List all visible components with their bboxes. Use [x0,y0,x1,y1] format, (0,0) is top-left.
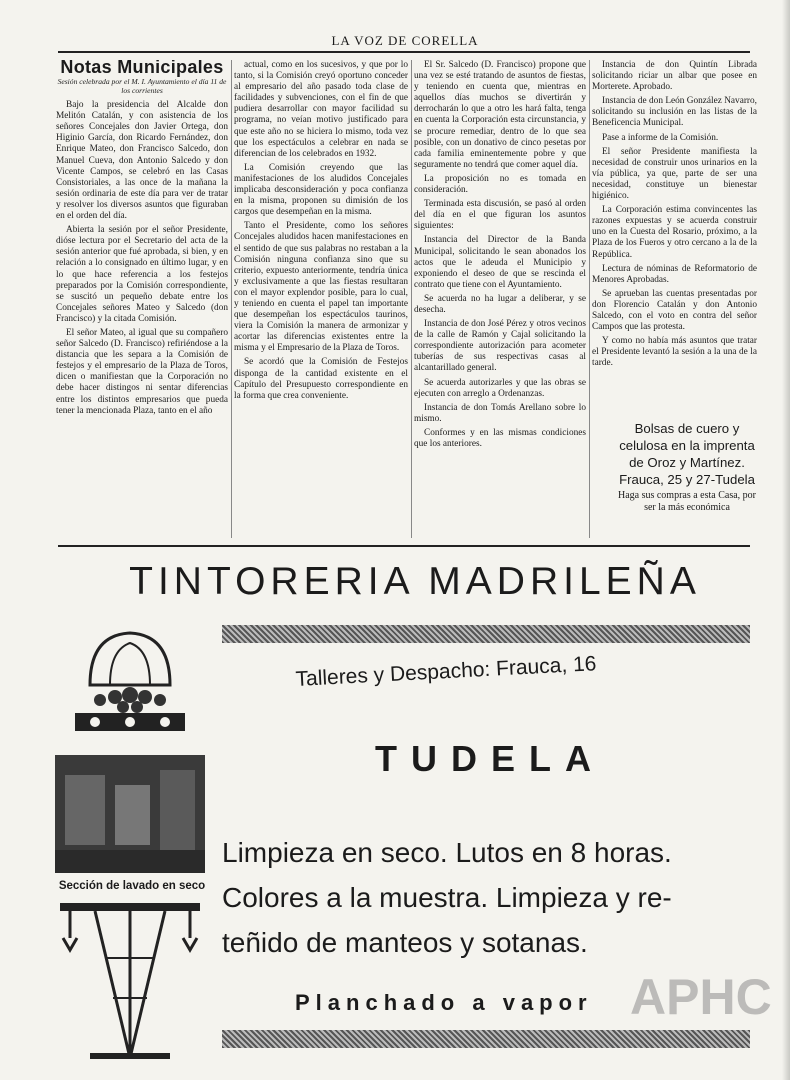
article-paragraph: Y como no había más asuntos que tratar el Presidente levantó la sesión a la una de la tarde. [592,336,757,369]
service-line: teñido de manteos y sotanas. [222,927,588,958]
article-paragraph: Tanto el Presidente, como los señores Concejales aludidos hacen manifestaciones en el sentido de que sus palabras no restaban a la Comisión ninguna confianza sino que su criterio, expuesto anteriormente, tendría única y exclusivamente a que las fiestas resultaran con el mayor explendor posible, para lo cual, y teniendo en cuenta el papel tan importante que desempeñan los espectáculos taurinos, viera la Comisión la manera de armonizar y acortar las diferencias existentes entre la misma y el Empresario de la Plaza de Toros. [234,221,408,354]
service-line: Limpieza en seco. Lutos en 8 horas. [222,837,672,868]
article-paragraph: Se aprueban las cuentas presentadas por don Florencio Catalán y don Antonio Salcedo, con el voto en contra del señor Campos que las protesta. [592,288,757,333]
tintoreria-services [222,830,752,965]
article-paragraph: Instancia de don José Pérez y otros vecinos de la calle de Ramón y Cajal solicitando la correspondiente autorización para acometer tuberías de sus respectivas casas al alcantarillado general. [414,319,586,374]
article-paragraph: Bajo la presidencia del Alcalde don Melitón Catalán, y con asistencia de los señores Concejales don Javier Ortega, don Higinio García, don Ricardo Fernández, don Enrique Mateo, don Francisco Salcedo, don Manuel Cueva, don Antonio Salcedo y don Vicente Campos, se celebró en las Casas Consistoriales, a las once de la mañana la sesión ordinaria de este día para ver de tratar y resolver los diversos asuntos que figuraban en el orden del día. [56,100,228,222]
scan-edge-shadow [782,0,790,1080]
article-paragraph: Conformes y en las mismas condiciones que los anteriores. [414,427,586,449]
article-paragraph: Se acuerda autorizarles y que las obras se ejecuten con arreglo a Ordenanzas. [414,377,586,399]
article-paragraph: El señor Presidente manifiesta la necesidad de construir unos urinarios en la vía pública, ya que, parte de ser una necesidad, constituye un bienestar higiénico. [592,146,757,202]
bolsas-ad-note: Haga sus compras a esta Casa, por ser la más económica [617,490,756,513]
fruit-ornament-icon [55,625,205,735]
article-paragraph: Pase a informe de la Comisión. [602,132,719,143]
decorative-bar-bottom [222,1030,750,1048]
page-header-masthead: LA VOZ DE CORELLA [331,33,479,48]
article-paragraph: La Comisión creyendo que las manifestaciones de los aludidos Concejales implicaba desconsideración y poca confianza en la misma, proponen su dimisión de los cargos que desempeñan en la misma. [234,162,408,218]
bolsas-ad-text: Bolsas de cuero y celulosa en la imprenta de Oroz y Martínez. Frauca, 25 y 27-Tudela [619,421,755,487]
laundry-section-caption: Sección de lavado en seco [58,880,206,892]
article-paragraph: Instancia del Director de la Banda Municipal, solicitando le sean abonados los actos que le adeuda el Municipio y exponiendo el deseo de que se rescinda el contrato que tiene con el Ayuntamiento. [414,235,586,290]
article-title: Notas Municipales [60,60,224,77]
article-paragraph: Instancia de don León González Navarro, solicitando su inclusión en las listas de la Beneficencia Municipal. [592,96,757,129]
article-column-1 [56,60,228,538]
article-paragraph: Instancia de don Tomás Arellano sobre lo mismo. [414,402,586,424]
article-column-4 [592,60,757,412]
column-divider [411,60,412,538]
archive-watermark: APHC [630,969,772,1025]
article-paragraph: La proposición no es tomada en consideración. [414,173,586,196]
planchado-line: Planchado a vapor [295,990,593,1015]
article-paragraph: actual, como en los sucesivos, y que por lo tanto, si la Comisión creyó oportuno conceder al empresario del año pasado toda clase de facilidades y subvenciones, con el fin de que pudiera desarrollar con mayor facilidad su programa, no veían motivo justificado para que este año no se hiciera lo mismo, toda vez que los espectáculos a celebrar en nada se diferencian de los celebrados en 1932. [234,60,408,159]
section-rule [58,545,750,547]
article-paragraph: El señor Mateo, al igual que su compañero señor Salcedo (D. Francisco) refiriéndose a la distancia que les separa a la Comisión de festejos y el empresario de la Plaza de Toros, dicen o manifiestan que la Corporación no debe hacer distingos ni sentar diferencias entre los distintos empresarios que pueda tener la mencionada Plaza, tanto en el año [56,327,228,416]
article-paragraph: Se acordó que la Comisión de Festejos disponga de la cantidad existente en el Capítulo del Presupuesto correspondiente en la forma que crea conveniente. [234,357,408,401]
article-column-3 [414,60,586,538]
article-paragraph: El Sr. Salcedo (D. Francisco) propone que una vez se esté tratando de asuntos de fiestas, y teniendo en cuenta que, mientras en aquellos días muchos se divertirán y derrocharán lo que a otro les hará falta, tenga en cuenta la Corporación esta circunstancia, y se procure remediar, dentro de lo que sea posible, con un donativo de cinco pesetas por cada familia eminentemente pobre y que seguramente no tendrá que comer aquel día. [414,60,586,170]
article-paragraph: Se acuerda no ha lugar a deliberar, y se desecha. [414,293,586,315]
service-line: Colores a la muestra. Limpieza y re- [222,882,672,913]
header-rule [58,51,750,53]
tintoreria-title: TINTORERIA MADRILEÑA [129,560,701,603]
article-paragraph: Abierta la sesión por el señor Presidente, dióse lectura por el Secretario del acta de la sesión anterior que fué aprobada, si bien, y en relación a lo consignado en último lugar, y en lo que hace referencia a los festejos preparados por la Comisión correspondiente, se suscitó un pequeño debate entre los Concejales señores Mateo y Salcedo (don Francisco) y la citada Comisión. [56,225,228,324]
drying-frame-icon [55,898,205,1063]
article-subtitle: Sesión celebrada por el M. I. Ayuntamiento el día 11 de los corrientes [57,77,227,96]
decorative-bar-top [222,625,750,643]
column-divider [589,60,590,538]
bolsas-advertisement [612,420,762,540]
article-column-2 [234,60,408,538]
article-paragraph: La Corporación estima convincentes las razones expuestas y se acuerda construir uno en la Cuesta del Rosario, próximo, a la Plaza de los Fueros y otro cercano a la de la República. [592,205,757,260]
article-paragraph: Terminada esta discusión, se pasó al orden del día en el que figuran los asuntos siguientes: [414,199,586,232]
article-paragraph: Lectura de nóminas de Reformatorio de Menores Aprobadas. [592,263,757,285]
tintoreria-address: Talleres y Despacho: Frauca, 16 [295,652,597,691]
laundry-photo-image [55,755,205,873]
column-divider [231,60,232,538]
article-paragraph: Instancia de don Quintín Librada solicitando riciar un albar que posee en Morterete. Aprobado. [592,60,757,93]
tintoreria-city: TUDELA [375,738,605,779]
